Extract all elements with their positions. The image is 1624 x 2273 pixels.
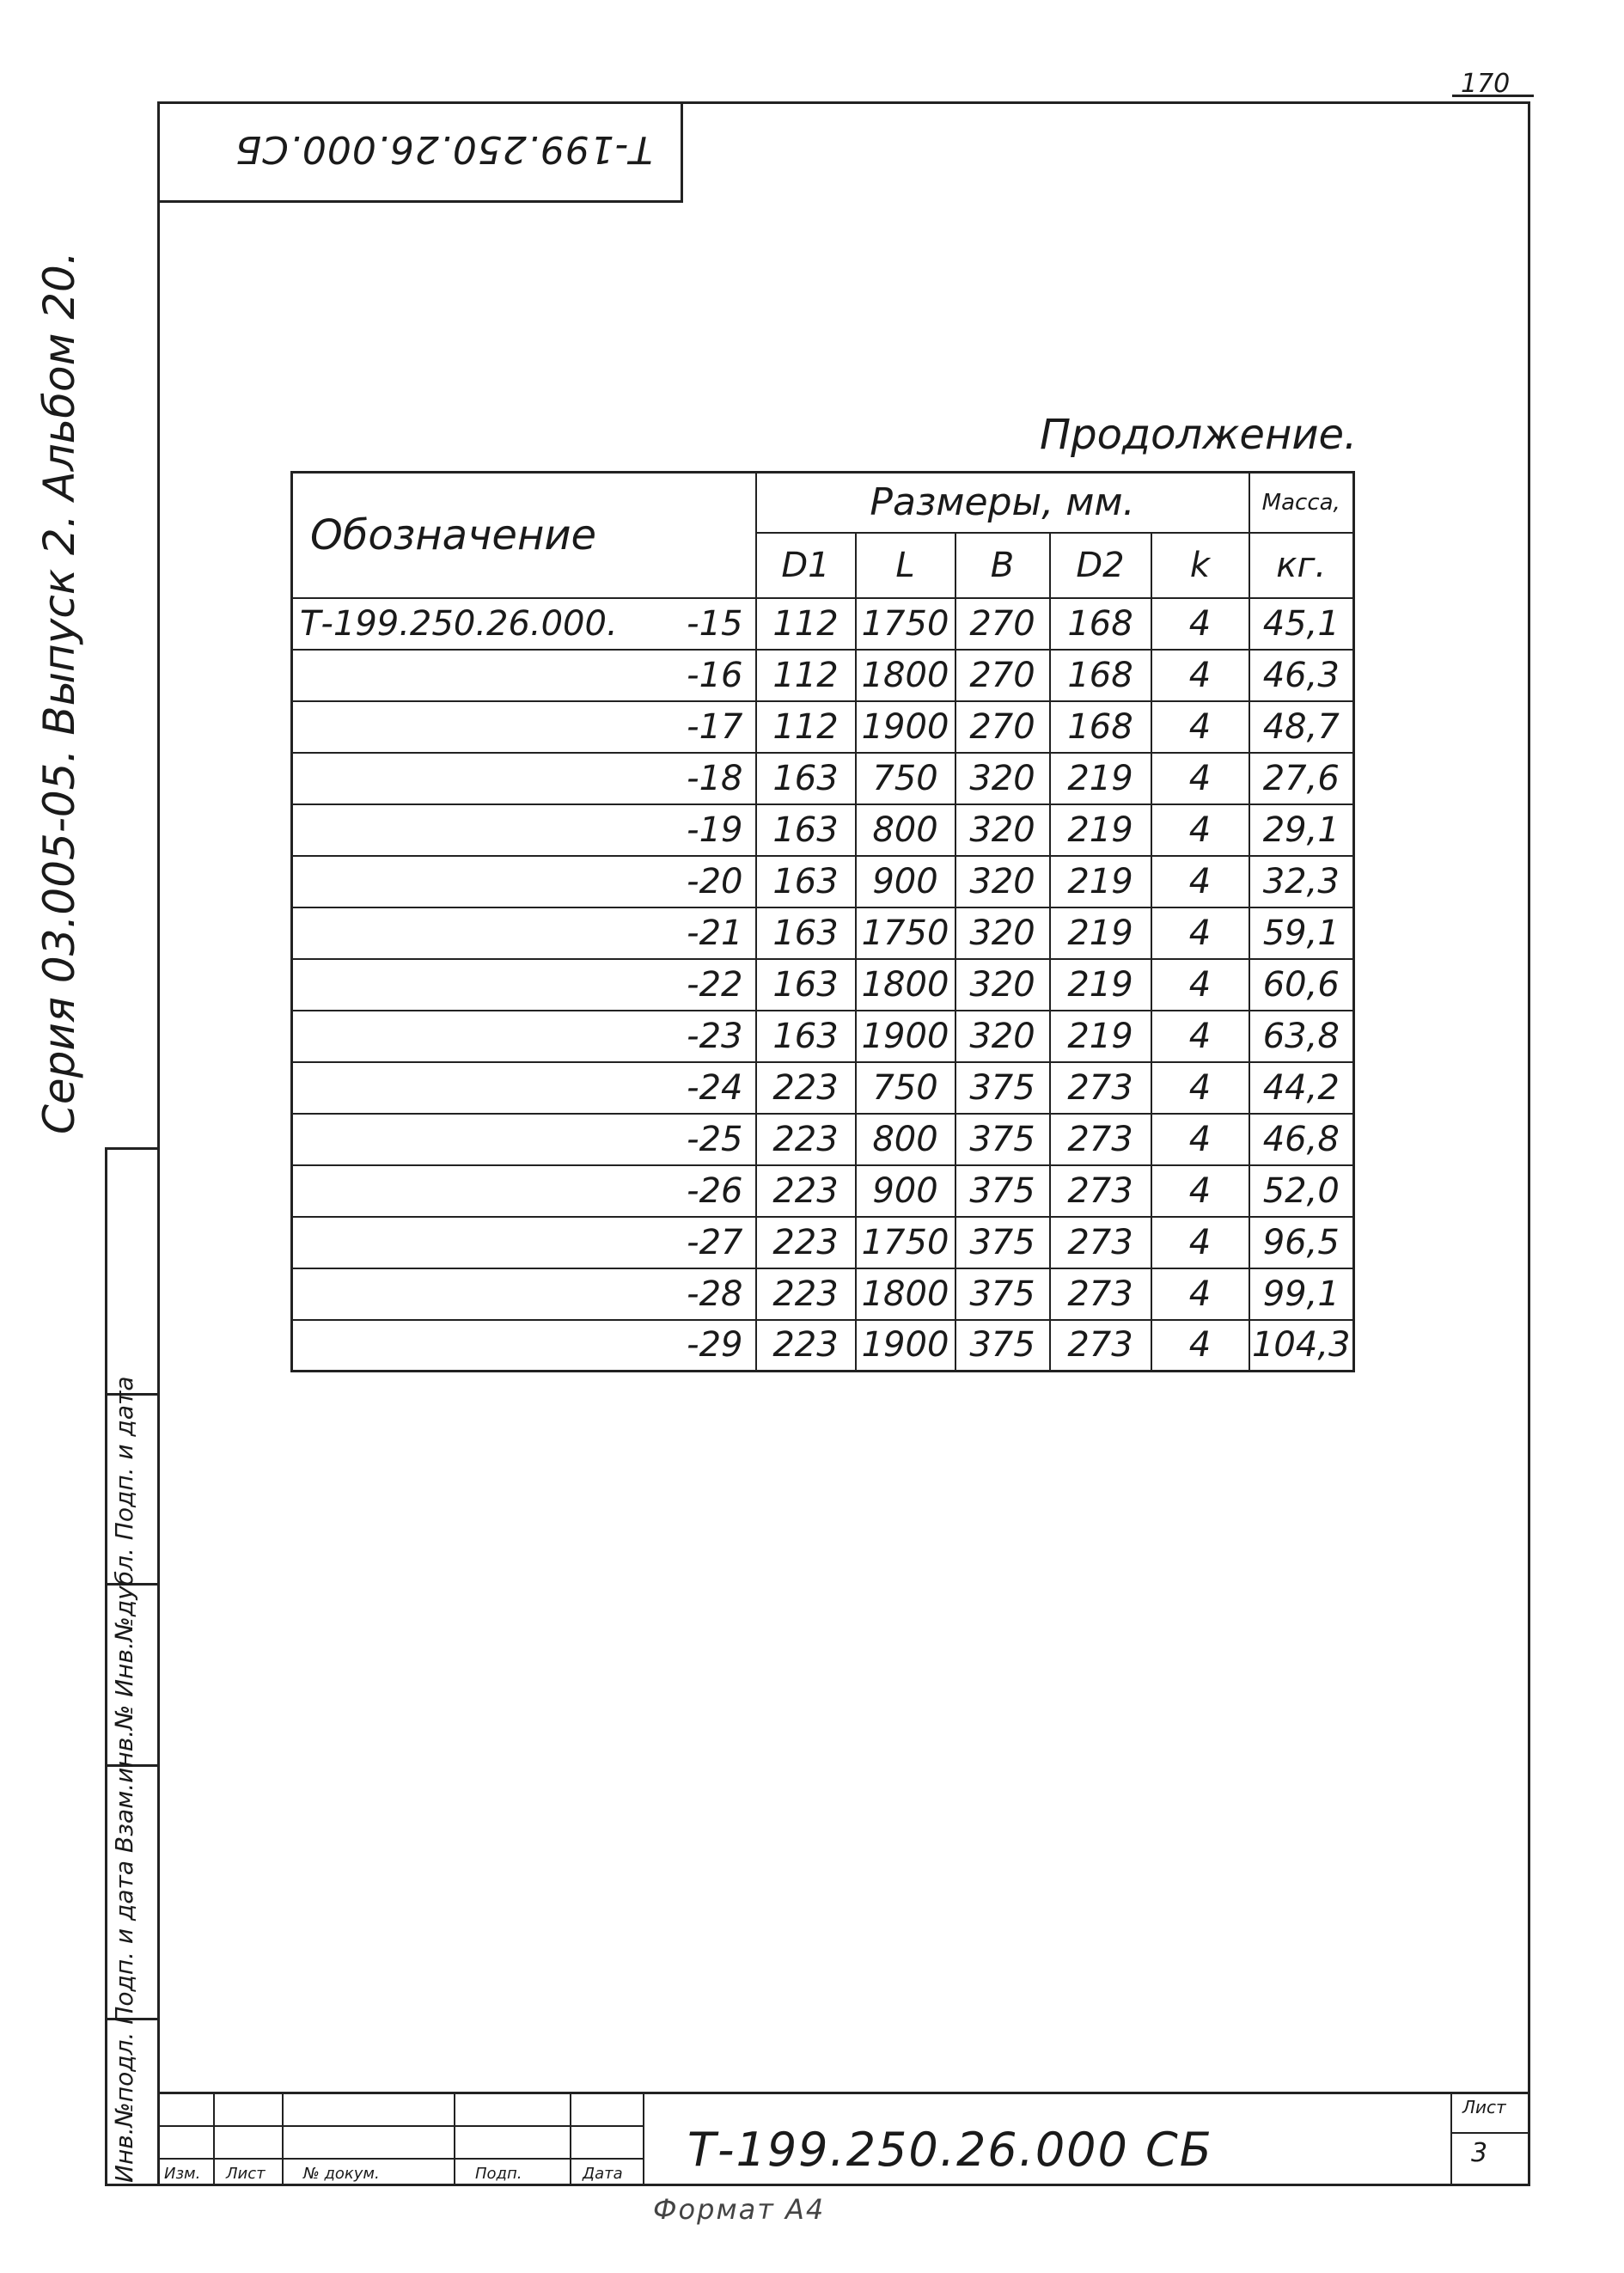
table-row [292, 1165, 1354, 1217]
top-stamp [157, 101, 683, 203]
header-dimensions: Размеры, мм. [756, 473, 1249, 533]
tb-divider [643, 2094, 644, 2186]
designation-cell: -24 [292, 1062, 756, 1114]
cell-b: 270 [955, 598, 1050, 650]
table-row [292, 804, 1354, 856]
cell-d2: 219 [1050, 1011, 1151, 1062]
cell-mass: 48,7 [1249, 701, 1354, 753]
cell-mass: 60,6 [1249, 959, 1354, 1011]
cell-k: 4 [1151, 959, 1249, 1011]
cell-b: 320 [955, 959, 1050, 1011]
designation-cell: -19 [292, 804, 756, 856]
cell-l: 1900 [856, 701, 955, 753]
table-row [292, 1011, 1354, 1062]
cell-l: 1750 [856, 1217, 955, 1268]
header-b: В [955, 533, 1050, 598]
cell-mass: 63,8 [1249, 1011, 1354, 1062]
cell-d2: 219 [1050, 959, 1151, 1011]
cell-d1: 112 [756, 701, 856, 753]
cell-d1: 112 [756, 598, 856, 650]
cell-d1: 163 [756, 804, 856, 856]
designation-suffix: -15 [687, 603, 743, 644]
cell-l: 800 [856, 804, 955, 856]
cell-k: 4 [1151, 701, 1249, 753]
table-row [292, 1268, 1354, 1320]
cell-l: 900 [856, 856, 955, 907]
tb-label-list: Лист [226, 2165, 266, 2183]
cell-k: 4 [1151, 598, 1249, 650]
cell-l: 1750 [856, 907, 955, 959]
table-row [292, 1062, 1354, 1114]
cell-d2: 168 [1050, 598, 1151, 650]
tb-divider [570, 2094, 571, 2186]
tb-divider [282, 2094, 284, 2186]
cell-mass: 52,0 [1249, 1165, 1354, 1217]
cell-b: 320 [955, 1011, 1050, 1062]
document-code: Т-199.250.26.000 СБ [687, 2123, 1213, 2177]
cell-l: 1800 [856, 959, 955, 1011]
cell-mass: 32,3 [1249, 856, 1354, 907]
header-mass: Масса, [1249, 473, 1354, 533]
designation-cell: -28 [292, 1268, 756, 1320]
cell-b: 320 [955, 907, 1050, 959]
cell-b: 375 [955, 1217, 1050, 1268]
cell-k: 4 [1151, 856, 1249, 907]
header-d2: D2 [1050, 533, 1151, 598]
designation-cell: -20 [292, 856, 756, 907]
cell-d2: 273 [1050, 1062, 1151, 1114]
designation-cell: -18 [292, 753, 756, 804]
cell-b: 375 [955, 1165, 1050, 1217]
header-d1: D1 [756, 533, 856, 598]
page-number: 170 [1461, 69, 1511, 99]
cell-d2: 168 [1050, 701, 1151, 753]
sheet-label: Лист [1462, 2097, 1506, 2117]
cell-k: 4 [1151, 1062, 1249, 1114]
cell-d2: 273 [1050, 1165, 1151, 1217]
cell-mass: 59,1 [1249, 907, 1354, 959]
left-strip-labels: Инв.№подл. Подп. и дата Взам.инв.№ Инв.№дубл. Подп. и дата [110, 1376, 138, 2183]
cell-mass: 27,6 [1249, 753, 1354, 804]
continuation-label: Продолжение. [1040, 411, 1358, 459]
tb-divider [213, 2094, 215, 2186]
cell-d1: 223 [756, 1165, 856, 1217]
table-row [292, 1217, 1354, 1268]
cell-d1: 112 [756, 650, 856, 701]
cell-mass: 104,3 [1249, 1320, 1354, 1372]
cell-l: 750 [856, 753, 955, 804]
cell-d1: 163 [756, 753, 856, 804]
tb-divider [1450, 2094, 1452, 2186]
cell-d2: 219 [1050, 804, 1151, 856]
cell-l: 1900 [856, 1320, 955, 1372]
designation-cell: -17 [292, 701, 756, 753]
table-row [292, 598, 1354, 650]
cell-mass: 99,1 [1249, 1268, 1354, 1320]
top-stamp-code: Т-199.250.26.000.СБ [235, 127, 653, 171]
cell-b: 320 [955, 804, 1050, 856]
top-rule [1452, 95, 1534, 97]
cell-d2: 273 [1050, 1320, 1151, 1372]
cell-d1: 223 [756, 1320, 856, 1372]
cell-k: 4 [1151, 907, 1249, 959]
cell-k: 4 [1151, 650, 1249, 701]
cell-d2: 273 [1050, 1114, 1151, 1165]
table-row [292, 856, 1354, 907]
cell-mass: 45,1 [1249, 598, 1354, 650]
cell-b: 270 [955, 650, 1050, 701]
table-row [292, 959, 1354, 1011]
spec-table [290, 471, 1355, 1372]
cell-d2: 273 [1050, 1217, 1151, 1268]
tb-row-line [157, 2125, 643, 2127]
cell-b: 375 [955, 1320, 1050, 1372]
designation-cell: -16 [292, 650, 756, 701]
cell-d1: 163 [756, 959, 856, 1011]
cell-mass: 46,3 [1249, 650, 1354, 701]
table-row [292, 1114, 1354, 1165]
cell-l: 1800 [856, 1268, 955, 1320]
header-l: L [856, 533, 955, 598]
cell-b: 320 [955, 856, 1050, 907]
table-row [292, 753, 1354, 804]
cell-d1: 163 [756, 1011, 856, 1062]
table-row [292, 701, 1354, 753]
designation-cell: -21 [292, 907, 756, 959]
cell-mass: 29,1 [1249, 804, 1354, 856]
cell-l: 1900 [856, 1011, 955, 1062]
cell-d2: 219 [1050, 856, 1151, 907]
cell-k: 4 [1151, 1114, 1249, 1165]
cell-k: 4 [1151, 753, 1249, 804]
cell-mass: 96,5 [1249, 1217, 1354, 1268]
tb-divider [454, 2094, 455, 2186]
cell-b: 375 [955, 1114, 1050, 1165]
header-designation: Обозначение [292, 473, 756, 598]
sheet-number: 3 [1471, 2138, 1488, 2168]
designation-cell: -26 [292, 1165, 756, 1217]
cell-l: 800 [856, 1114, 955, 1165]
series-label: Серия 03.005-05. Выпуск 2. Альбом 20. [34, 251, 84, 1134]
table-row [292, 907, 1354, 959]
tb-row-line [157, 2158, 643, 2160]
cell-mass: 44,2 [1249, 1062, 1354, 1114]
cell-b: 270 [955, 701, 1050, 753]
cell-b: 375 [955, 1062, 1050, 1114]
cell-d2: 219 [1050, 907, 1151, 959]
tb-label-izm: Изм. [164, 2165, 201, 2183]
cell-d1: 223 [756, 1114, 856, 1165]
cell-l: 750 [856, 1062, 955, 1114]
table-row [292, 650, 1354, 701]
cell-k: 4 [1151, 1320, 1249, 1372]
tb-label-docnum: № докум. [303, 2165, 380, 2183]
header-k: k [1151, 533, 1249, 598]
cell-d1: 163 [756, 907, 856, 959]
designation-cell: -27 [292, 1217, 756, 1268]
cell-k: 4 [1151, 1268, 1249, 1320]
cell-l: 900 [856, 1165, 955, 1217]
designation-cell: -22 [292, 959, 756, 1011]
cell-k: 4 [1151, 1011, 1249, 1062]
designation-cell: -29 [292, 1320, 756, 1372]
cell-d1: 223 [756, 1062, 856, 1114]
cell-k: 4 [1151, 804, 1249, 856]
format-label: Формат А4 [653, 2193, 826, 2226]
designation-cell [292, 598, 756, 650]
cell-b: 320 [955, 753, 1050, 804]
cell-l: 1750 [856, 598, 955, 650]
cell-d1: 223 [756, 1217, 856, 1268]
cell-d2: 219 [1050, 753, 1151, 804]
tb-label-date: Дата [583, 2165, 623, 2183]
header-mass-unit: кг. [1249, 533, 1354, 598]
cell-d1: 163 [756, 856, 856, 907]
designation-cell: -25 [292, 1114, 756, 1165]
table-row [292, 1320, 1354, 1372]
cell-d1: 223 [756, 1268, 856, 1320]
cell-k: 4 [1151, 1165, 1249, 1217]
tb-label-sign: Подп. [475, 2165, 522, 2183]
cell-d2: 273 [1050, 1268, 1151, 1320]
designation-prefix: Т-199.250.26.000. [300, 603, 618, 644]
designation-cell: -23 [292, 1011, 756, 1062]
cell-mass: 46,8 [1249, 1114, 1354, 1165]
cell-d2: 168 [1050, 650, 1151, 701]
cell-b: 375 [955, 1268, 1050, 1320]
tb-row-line [1450, 2132, 1530, 2134]
cell-k: 4 [1151, 1217, 1249, 1268]
cell-l: 1800 [856, 650, 955, 701]
